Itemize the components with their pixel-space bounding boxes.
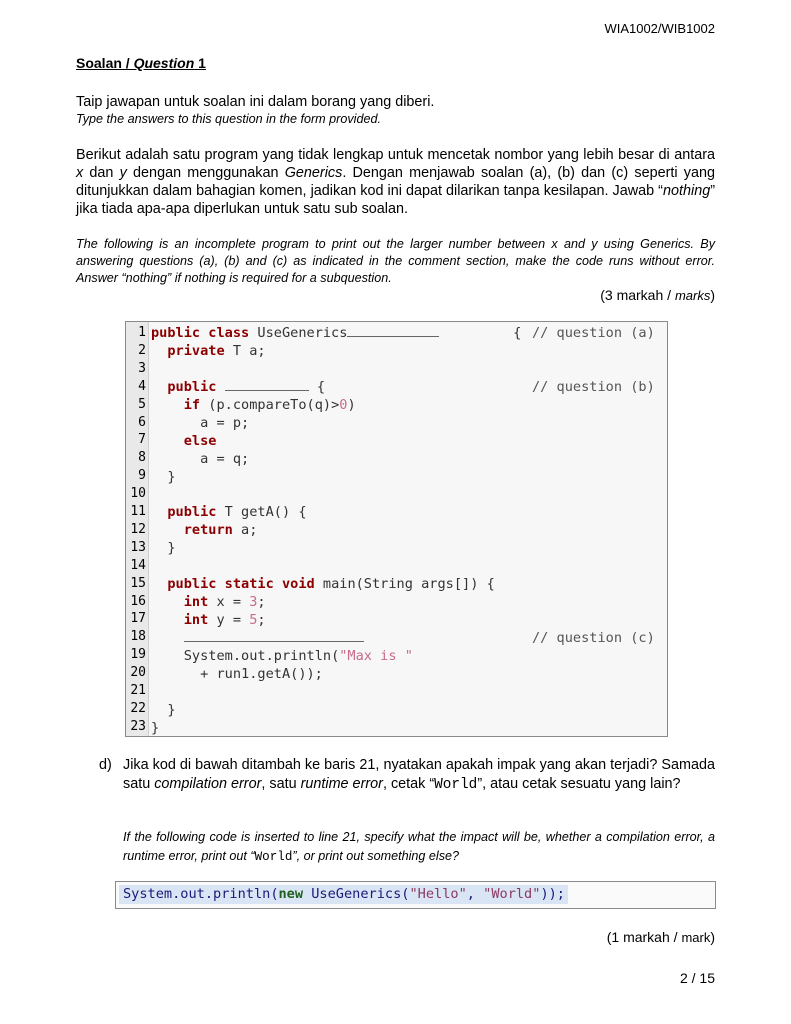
body-en: The following is an incomplete program to print out the larger number between x and y using Generics. By answering questions (a), (b) and (c) as indicated in the comment section, make the code runs without error. Answer “nothing” if nothing is required for a subquestion.: [76, 237, 715, 285]
line-number: 9: [138, 468, 146, 484]
code-line-16: int x = 3;: [183, 594, 266, 610]
line-number: 11: [130, 504, 146, 519]
line-number: 17: [130, 611, 146, 627]
line-number: 7: [138, 432, 146, 448]
part-d-code-text: System.out.println(new UseGenerics("Hello", "World"));: [123, 886, 565, 902]
code-line-6: a = p;: [200, 415, 250, 431]
course-code: WIA1002/WIB1002: [604, 21, 715, 36]
code-line-2: private T a;: [167, 343, 266, 359]
intro-ms: Taip jawapan untuk soalan ini dalam borang yang diberi.: [76, 94, 435, 110]
title-en: Question: [133, 55, 195, 71]
line-number: 13: [130, 539, 146, 555]
line-number: 5: [138, 396, 146, 412]
code-line-20: + run1.getA());: [200, 666, 323, 682]
code-line-15: public static void main(String args[]) {: [167, 576, 495, 592]
part-d-code: [115, 881, 716, 909]
line-number: 20: [130, 665, 146, 681]
code-line-13: }: [167, 540, 176, 556]
code-line-1: public class UseGenerics {: [151, 325, 522, 341]
comment-a: // question (a): [532, 325, 655, 341]
line-number: 21: [130, 683, 146, 698]
intro-en: Type the answers to this question in the form provided.: [76, 112, 381, 126]
answer-blank-b: [225, 380, 309, 391]
title-num: 1: [194, 55, 206, 71]
line-number: 12: [130, 521, 146, 537]
line-number: 18: [130, 629, 146, 645]
line-number: 16: [130, 593, 146, 609]
answer-blank-c: [184, 631, 364, 642]
code-line-18: [151, 630, 364, 646]
line-number: 2: [138, 342, 146, 358]
part-d-en: If the following code is inserted to line 21, specify what the impact will be, whether a compilation error, a runtime error, print out “World”, or print out something else?: [123, 830, 715, 864]
code-line-9: }: [167, 469, 176, 485]
code-line-17: int y = 5;: [183, 612, 266, 628]
line-number: 8: [138, 450, 146, 466]
marks-label: (3 markah / marks): [600, 287, 715, 303]
part-d-ms: Jika kod di bawah ditambah ke baris 21, nyatakan apakah impak yang akan terjadi? Samada satu compilation error, satu runtime error, cetak “World”, atau cetak sesuatu yang lain?: [123, 757, 715, 793]
code-line-8: a = q;: [200, 451, 250, 467]
question-title: [76, 55, 206, 71]
line-number: 15: [130, 575, 146, 591]
comment-c: // question (c): [532, 630, 655, 646]
line-number: 10: [130, 486, 146, 502]
line-number: 4: [138, 378, 146, 394]
line-number: 23: [130, 718, 146, 734]
answer-blank-a: [347, 326, 439, 337]
line-number: 1: [138, 325, 146, 340]
comment-b: // question (b): [532, 379, 655, 395]
body-ms: Berikut adalah satu program yang tidak lengkap untuk mencetak nombor yang lebih besar di antara x dan y dengan menggunakan Generics. Dengan menjawab soalan (a), (b) dan (c) seperti yang ditunjukkan dalam bahagian komen, jadikan kod ini dapat dilarikan tanpa kesilapan. Jawab “nothing” jika tiada apa-apa diperlukan untuk satu sub soalan.: [76, 147, 715, 217]
code-line-4: public {: [167, 379, 326, 395]
code-line-7: else: [183, 433, 217, 449]
code-line-19: System.out.println("Max is ": [183, 648, 413, 664]
part-d-marks: (1 markah / mark): [606, 929, 715, 945]
line-number: 6: [138, 414, 146, 430]
code-listing: [125, 321, 668, 737]
line-number: 3: [138, 360, 146, 376]
line-number: 19: [130, 647, 146, 663]
code-line-5: if (p.compareTo(q)>0): [183, 397, 356, 413]
code-line-11: public T getA() {: [167, 504, 307, 520]
part-d-label: d): [99, 757, 112, 773]
code-line-23: }: [151, 720, 160, 736]
title-ms: Soalan /: [76, 55, 134, 71]
code-line-12: return a;: [183, 522, 258, 538]
line-number: 22: [130, 700, 146, 716]
code-line-22: }: [167, 702, 176, 718]
line-number: 14: [130, 557, 146, 573]
page-number: 2 / 15: [679, 970, 715, 986]
